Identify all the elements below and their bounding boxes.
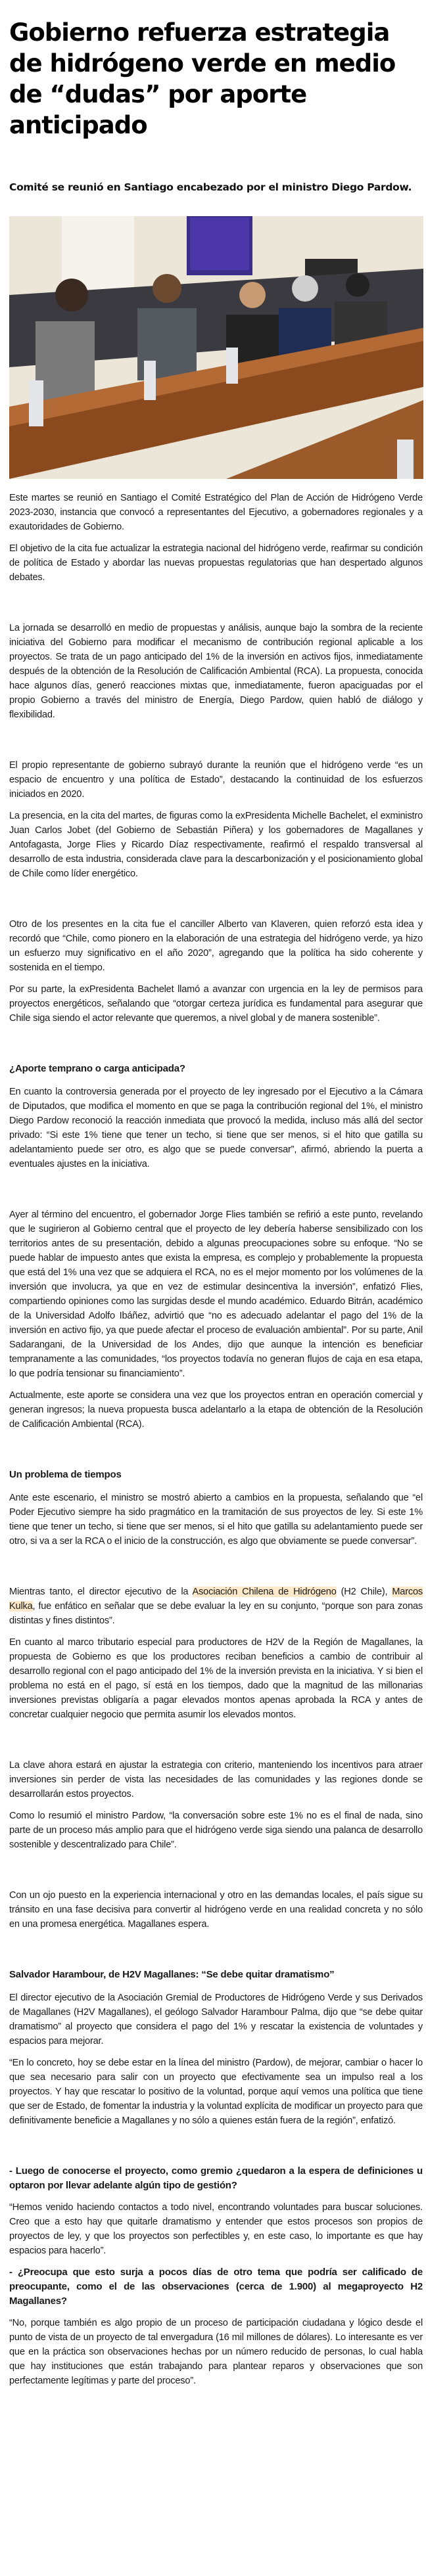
text: , fue enfático en señalar que se debe evaluar la ley en su conjunto, “porque son para zonas distintas y fines distintos”. bbox=[9, 1601, 423, 1626]
paragraph: “En lo concreto, hoy se debe estar en la línea del ministro (Pardow), de mejorar, cambiar o hacer lo que sea necesario para salir con un proyecto que efectivamente sea un impulso real a los proyectos. Y hay que rescatar lo positivo de la voluntad, porque aquí vemos una política que tiene que ser de Estado, de fomentar la industria y la voluntad explícita de modificar un proyecto para que definitivamente beneficie a Magallanes y no sólo a quienes están fuera de la región”, enfatizó. bbox=[9, 2058, 423, 2126]
text: (H2 Chile), bbox=[336, 1587, 392, 1597]
meeting-photo-icon bbox=[9, 216, 423, 479]
paragraph: En cuanto la controversia generada por el proyecto de ley ingresado por el Ejecutivo a la Cámara de Diputados, que modifica el momento en que se paga la contribución regional del 1%, el ministro Diego Pardow reconoció la reacción inmediata que provocó la medida, incluso más allá del sector privado: “Si este 1% tiene que tener un techo, si tiene que ser menos, si el hito que gatilla su adelantamiento puede ser otro, es algo que se puede conversar”, afirmó, abriendo la puerta a eventuales ajustes en la iniciativa. bbox=[9, 1087, 423, 1169]
interview-question: - ¿Preocupa que esto surja a pocos días de otro tema que podría ser calificado de preocupante, como el de las observaciones (cerca de 1.900) al megaproyecto H2 Magallanes? bbox=[9, 2267, 423, 2307]
paragraph: Como lo resumió el ministro Pardow, “la conversación sobre este 1% no es el final de nada, sino parte de un proceso más amplio para que el hidrógeno verde siga siendo una palanca de desarrollo sostenible y descentralizado para Chile”. bbox=[9, 1811, 423, 1850]
paragraph: “Hemos venido haciendo contactos a todo nivel, encontrando voluntades para buscar soluciones. Creo que a esto hay que quitarle dramatismo y entender que estos procesos son propios de proyectos de ley, y que los proyectos son perfectibles y, en este caso, lo importante es que hay espacios para hacerlo”. bbox=[9, 2202, 423, 2256]
article-title: Gobierno refuerza estrategia de hidrógeno verde en medio de “dudas” por aporte anticipado bbox=[9, 18, 396, 139]
paragraph: En cuanto al marco tributario especial para productores de H2V de la Región de Magallanes, la propuesta de Gobierno es que los productores reciban beneficios a cambio de contribuir al desarrollo regional con el pago anticipado del 1% de la inversión prevista en la iniciativa. Y si bien el problema no está en el pago, sí está en los tiempos, dado que la magnitud de las millonarias inversiones previstas obligaría a pagar elevados montos apenas aprobada la RCA y antes de concretar cualquier negocio que permita asumir los elevados montos. bbox=[9, 1637, 423, 1720]
paragraph: Por su parte, la exPresidenta Bachelet llamó a avanzar con urgencia en la ley de permisos para proyectos energéticos, señalando que “otorgar certeza jurídica es fundamental para asegurar que Chile siga siendo el actor relevante que queremos, a nivel global y de manera sostenible”. bbox=[9, 984, 423, 1024]
paragraph: El objetivo de la cita fue actualizar la estrategia nacional del hidrógeno verde, reafirmar su condición de política de Estado y abordar las nuevas propuestas regulatorias que han despertado algunos debates. bbox=[9, 543, 423, 583]
paragraph: El propio representante de gobierno subrayó durante la reunión que el hidrógeno verde “es un espacio de encuentro y una política de Estado”, destacando la continuidad de los esfuerzos iniciados en 2020. bbox=[9, 760, 423, 800]
paragraph: La presencia, en la cita del martes, de figuras como la exPresidenta Michelle Bachelet, el exministro Juan Carlos Jobet (del Gobierno de Sebastián Piñera) y los gobernadores de Magallanes y Antofagasta, Jorge Flies y Ricardo Díaz respectivamente, reafirmó el respaldo transversal al desarrollo de esta industria, considerada clave para la descarbonización y el posicionamiento global de Chile como líder energético. bbox=[9, 811, 423, 879]
paragraph: La clave ahora estará en ajustar la estrategia con criterio, manteniendo los incentivos para atraer inversiones sin perder de vista las necesidades de las comunidades y las regiones donde se desarrollarán estos proyectos. bbox=[9, 1760, 423, 1799]
link-marcos-kulka[interactable]: Marcos Kulka bbox=[9, 1587, 423, 1612]
paragraph: Actualmente, este aporte se considera una vez que los proyectos entran en operación comercial y generan ingresos; la nueva propuesta busca adelantarlo a la etapa de obtención de la Resolución de Calificación Ambiental (RCA). bbox=[9, 1390, 423, 1430]
paragraph: Ayer al término del encuentro, el gobernador Jorge Flies también se refirió a este punto, revelando que le sugirieron al Gobierno central que el proyecto de ley debería haberse sensibilizado con los territorios antes de su presentación, debido a algunas preocupaciones sobre su enfoque. “No se puede hablar de impuesto antes que exista la empresa, es complejo y probablemente la propuesta que está del 1% una vez que se adquiera el RCA, no es el mejor momento por los volúmenes de la inversión que involucra, ya que en vez de estimular desincentiva la inversión”, enfatizó Flies, compartiendo opiniones como las surgidas desde el mundo académico. Eduardo Bitrán, académico de la Universidad Adolfo Ibáñez, advirtió que “no es adecuado adelantar el pago del 1% de la inversión en activo fijo, ya que puede afectar el proceso de evaluación ambiental”. Por su parte, Anil Sadarangani, de la Universidad de los Andes, dijo que aunque la intención es beneficiar tempranamente a las comunidades, “los proyectos todavía no generan flujos de caja en esa etapa, lo que podría tensionar su financiamiento”. bbox=[9, 1209, 423, 1379]
paragraph: Este martes se reunió en Santiago el Comité Estratégico del Plan de Acción de Hidrógeno Verde 2023-2030, instancia que convocó a representantes del Ejecutivo, a gobernadores regionales y a exautoridades de Gobierno. bbox=[9, 493, 423, 532]
paragraph: Con un ojo puesto en la experiencia internacional y otro en las demandas locales, el país sigue su tránsito en una fase decisiva para convertir al hidrógeno verde en una realidad concreta y no sólo en una promesa energética. Magallanes espera. bbox=[9, 1890, 423, 1930]
paragraph: Otro de los presentes en la cita fue el canciller Alberto van Klaveren, quien reforzó esta idea y recordó que “Chile, como pionero en la elaboración de una estrategia del hidrógeno verde, ya hizo un esfuerzo muy significativo en el año 2020”, agregando que la política ha sido coherente y sostenida en el tiempo. bbox=[9, 919, 423, 973]
paragraph: Ante este escenario, el ministro se mostró abierto a cambios en la propuesta, señalando que “el Poder Ejecutivo siempre ha sido pragmático en la tramitación de sus proyectos de ley. Si este 1% tiene que tener un techo, si tiene que ser menos, si el hito que gatilla su adelantamiento puede ser otro, si va a ser la RCA o el inicio de la construcción, es algo que obviamente se puede conversar”. bbox=[9, 1493, 423, 1547]
paragraph: El director ejecutivo de la Asociación Gremial de Productores de Hidrógeno Verde y sus Derivados de Magallanes (H2V Magallanes), el geólogo Salvador Harambour Palma, dijo que “se debe quitar dramatismo” al proyecto que considera el pago del 1% y rescatar la existencia de voluntades y espacios para mejorar. bbox=[9, 1993, 423, 2046]
link-asociacion-chilena-hidrogeno[interactable]: Asociación Chilena de Hidrógeno bbox=[192, 1587, 337, 1597]
text: Mientras tanto, el director ejecutivo de la bbox=[9, 1587, 193, 1597]
section-heading: Un problema de tiempos bbox=[9, 1469, 122, 1480]
article-subtitle: Comité se reunió en Santiago encabezado por el ministro Diego Pardow. bbox=[9, 181, 412, 193]
meeting-photo bbox=[9, 216, 423, 479]
section-heading: ¿Aporte temprano o carga anticipada? bbox=[9, 1063, 185, 1074]
paragraph: “No, porque también es algo propio de un proceso de participación ciudadana y lógico desde el punto de vista de un proyecto de tal envergadura (16 mil millones de dólares). Lo interesante es ver que en la práctica son observaciones hechas por un número reducido de personas, lo cual habla que hay instituciones que están trabajando para plantear reparos y observaciones que son perfectamente legítimas y parte del proceso”. bbox=[9, 2318, 423, 2386]
section-heading: Salvador Harambour, de H2V Magallanes: “Se debe quitar dramatismo” bbox=[9, 1969, 335, 1980]
paragraph bbox=[9, 1585, 423, 1628]
interview-question: - Luego de conocerse el proyecto, como gremio ¿quedaron a la espera de definiciones u optaron por llevar adelante algún tipo de gestión? bbox=[9, 2165, 423, 2191]
paragraph: La jornada se desarrolló en medio de propuestas y análisis, aunque bajo la sombra de la reciente iniciativa del Gobierno para modificar el mecanismo de contribución regional aplicable a los proyectos. Se trata de un pago anticipado del 1% de la inversión en activos fijos, inmediatamente después de la obtención de la Resolución de Calificación Ambiental (RCA). La propuesta, conocida hace algunos días, generó reacciones mixtas que, inmediatamente, fueron apaciguadas por el propio Gobierno a través del ministro de Energía, Diego Pardow, quien habló de diálogo y flexibilidad. bbox=[9, 623, 423, 720]
